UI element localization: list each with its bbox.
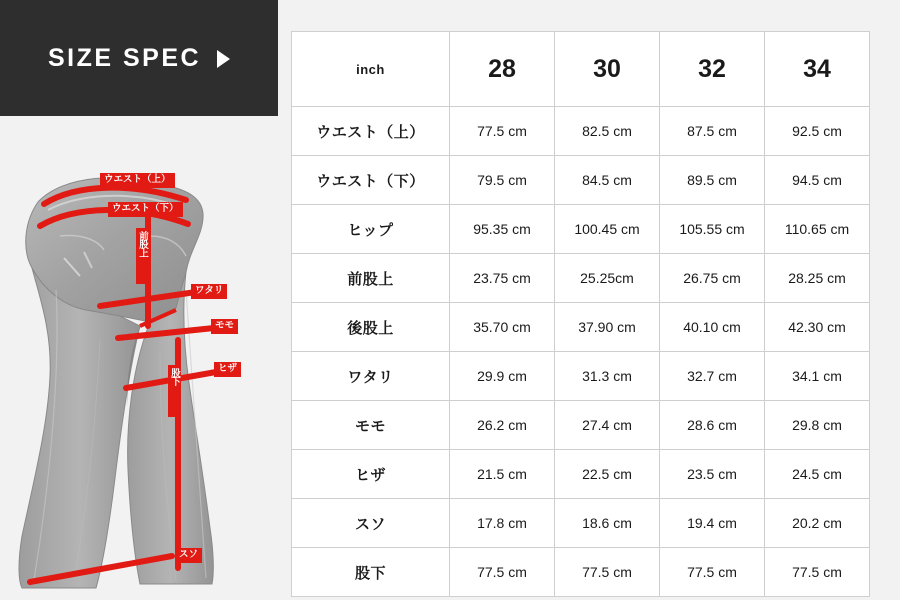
table-row	[292, 107, 870, 156]
cell-value: 25.25cm	[555, 254, 660, 303]
cell-value: 31.3 cm	[555, 352, 660, 401]
cell-value: 100.45 cm	[555, 205, 660, 254]
cell-value: 23.75 cm	[450, 254, 555, 303]
cell-value: 28.6 cm	[660, 401, 765, 450]
cell-value: 27.4 cm	[555, 401, 660, 450]
size-spec-table-container	[291, 31, 869, 582]
cell-value: 77.5 cm	[450, 107, 555, 156]
row-label: モモ	[292, 401, 450, 450]
cell-value: 35.70 cm	[450, 303, 555, 352]
left-panel	[0, 0, 285, 600]
cell-value: 37.90 cm	[555, 303, 660, 352]
column-header-size-30: 30	[555, 32, 660, 107]
cell-value: 34.1 cm	[765, 352, 870, 401]
cell-value: 79.5 cm	[450, 156, 555, 205]
cell-value: 84.5 cm	[555, 156, 660, 205]
callout-momo: モモ	[211, 319, 238, 334]
cell-value: 77.5 cm	[450, 548, 555, 597]
cell-value: 77.5 cm	[765, 548, 870, 597]
cell-value: 94.5 cm	[765, 156, 870, 205]
callout-waist-top: ウエスト（上）	[100, 173, 175, 188]
cell-value: 22.5 cm	[555, 450, 660, 499]
cell-value: 82.5 cm	[555, 107, 660, 156]
page-title: SIZE SPEC	[47, 43, 202, 72]
jeans-measurement-diagram	[0, 140, 285, 590]
callout-waist-bottom: ウエスト（下）	[108, 202, 183, 217]
cell-value: 77.5 cm	[660, 548, 765, 597]
table-row	[292, 548, 870, 597]
cell-value: 77.5 cm	[555, 548, 660, 597]
cell-value: 19.4 cm	[660, 499, 765, 548]
table-row	[292, 156, 870, 205]
table-row	[292, 401, 870, 450]
cell-value: 23.5 cm	[660, 450, 765, 499]
callout-hiza: ヒザ	[214, 362, 241, 377]
table-row	[292, 499, 870, 548]
cell-value: 17.8 cm	[450, 499, 555, 548]
cell-value: 29.9 cm	[450, 352, 555, 401]
callout-watari: ワタリ	[191, 284, 227, 299]
cell-value: 21.5 cm	[450, 450, 555, 499]
cell-value: 40.10 cm	[660, 303, 765, 352]
cell-value: 105.55 cm	[660, 205, 765, 254]
table-row	[292, 303, 870, 352]
row-label: ワタリ	[292, 352, 450, 401]
table-header-row	[292, 32, 870, 107]
cell-value: 95.35 cm	[450, 205, 555, 254]
size-spec-table	[291, 31, 870, 597]
cell-value: 28.25 cm	[765, 254, 870, 303]
row-label: 後股上	[292, 303, 450, 352]
row-label: スソ	[292, 499, 450, 548]
cell-value: 26.2 cm	[450, 401, 555, 450]
row-label: 股下	[292, 548, 450, 597]
cell-value: 89.5 cm	[660, 156, 765, 205]
cell-value: 18.6 cm	[555, 499, 660, 548]
size-spec-banner	[0, 0, 278, 116]
callout-inseam: 股下	[168, 365, 181, 417]
cell-value: 42.30 cm	[765, 303, 870, 352]
cell-value: 110.65 cm	[765, 205, 870, 254]
row-label: 前股上	[292, 254, 450, 303]
triangle-right-icon	[217, 50, 230, 68]
column-header-size-34: 34	[765, 32, 870, 107]
callout-suso: スソ	[175, 548, 202, 563]
cell-value: 20.2 cm	[765, 499, 870, 548]
row-label: ヒップ	[292, 205, 450, 254]
table-corner-label: inch	[292, 32, 450, 107]
table-row	[292, 352, 870, 401]
table-row	[292, 450, 870, 499]
column-header-size-28: 28	[450, 32, 555, 107]
cell-value: 87.5 cm	[660, 107, 765, 156]
column-header-size-32: 32	[660, 32, 765, 107]
callout-rise-front: 前股上	[136, 228, 149, 284]
row-label: ウエスト（上）	[292, 107, 450, 156]
cell-value: 32.7 cm	[660, 352, 765, 401]
cell-value: 26.75 cm	[660, 254, 765, 303]
table-row	[292, 254, 870, 303]
cell-value: 24.5 cm	[765, 450, 870, 499]
cell-value: 29.8 cm	[765, 401, 870, 450]
row-label: ヒザ	[292, 450, 450, 499]
cell-value: 92.5 cm	[765, 107, 870, 156]
table-row	[292, 205, 870, 254]
row-label: ウエスト（下）	[292, 156, 450, 205]
